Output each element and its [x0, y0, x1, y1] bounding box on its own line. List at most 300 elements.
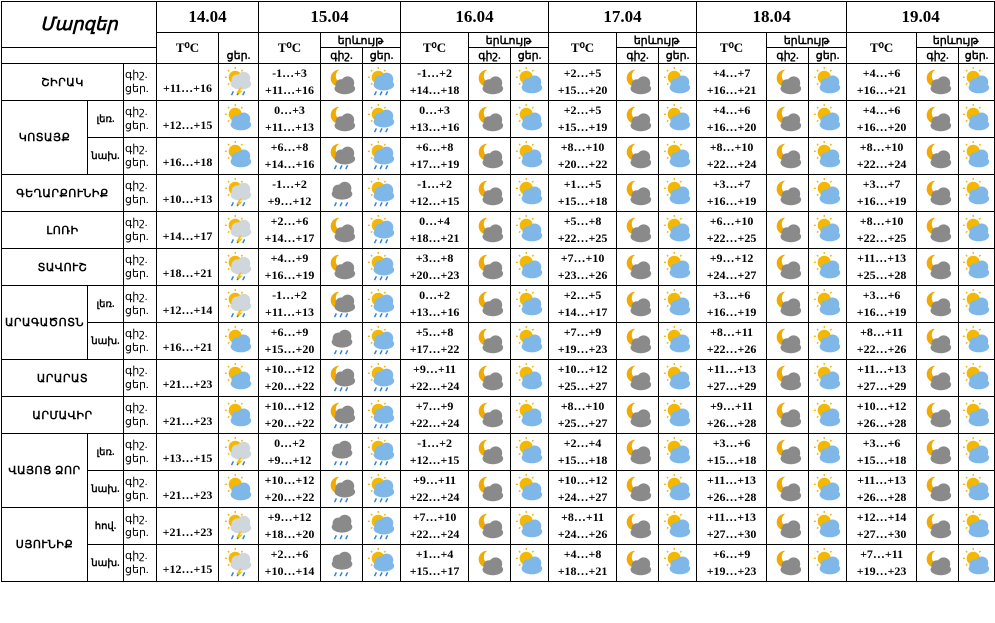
moon-cloud-icon	[623, 400, 653, 430]
day-temp: +16…+19	[856, 194, 907, 208]
table-row	[2, 397, 995, 434]
moon-rain-icon	[327, 141, 357, 171]
temp-range-cell	[401, 508, 469, 545]
night-icon-cell	[469, 64, 511, 101]
moon-cloud-icon	[475, 67, 505, 97]
sun-cloud-icon	[224, 474, 254, 504]
day-temp: +26…+28	[856, 416, 907, 430]
moon-cloud-icon	[923, 104, 953, 134]
night-icon-cell	[917, 471, 959, 508]
sun-cloud-icon	[813, 104, 843, 134]
day-subheader: ցեր.	[511, 48, 549, 64]
night-icon-cell	[767, 101, 809, 138]
day-icon-cell	[809, 212, 847, 249]
night-icon-cell	[321, 545, 363, 582]
sun-cloud-icon	[224, 141, 254, 171]
moon-cloud-icon	[923, 511, 953, 541]
night-temp: -1…+2	[417, 436, 452, 450]
night-icon-cell	[617, 323, 659, 360]
night-temp: +8…+11	[710, 325, 754, 339]
zone-label: նախ.	[88, 545, 124, 582]
weather-icon-cell	[219, 64, 259, 101]
night-temp: +8…+11	[561, 510, 605, 524]
temp-header: T⁰C	[259, 33, 321, 64]
night-icon-cell	[321, 508, 363, 545]
night-icon-cell	[917, 545, 959, 582]
day-temp: +14…+17	[557, 305, 608, 319]
night-temp: +8…+10	[560, 399, 605, 413]
thunderstorm-icon	[224, 215, 254, 245]
temp-range-cell	[259, 64, 321, 101]
day-icon-cell	[659, 249, 697, 286]
temp-range-cell	[259, 212, 321, 249]
day-icon-cell	[363, 249, 401, 286]
forecast-table	[1, 1, 995, 582]
day-icon-cell	[659, 64, 697, 101]
temp-range-cell	[697, 323, 767, 360]
sun-rain-icon	[367, 104, 397, 134]
moon-cloud-icon	[623, 326, 653, 356]
day-icon-cell	[959, 434, 995, 471]
night-icon-cell	[617, 249, 659, 286]
sun-rain-icon	[367, 511, 397, 541]
night-icon-cell	[617, 360, 659, 397]
night-temp: +7…+10	[560, 251, 605, 265]
moon-cloud-icon	[623, 67, 653, 97]
night-day-label: գիշ. ցեր.	[124, 434, 157, 471]
night-temp: +9…+11	[413, 362, 457, 376]
table-row	[2, 101, 995, 138]
night-icon-cell	[767, 175, 809, 212]
sun-cloud-icon	[515, 178, 545, 208]
sun-cloud-icon	[663, 437, 693, 467]
temp-header: T⁰C	[549, 33, 617, 64]
day-icon-cell	[511, 212, 549, 249]
night-temp: +4…+9	[270, 251, 309, 265]
temp-header: T⁰C	[697, 33, 767, 64]
temp-range-cell	[401, 360, 469, 397]
night-temp: +10…+12	[264, 399, 315, 413]
night-temp: 0…+3	[274, 103, 305, 117]
weather-icon-cell	[219, 175, 259, 212]
phenomenon-header: երևույթ	[617, 33, 697, 48]
night-icon-cell	[917, 508, 959, 545]
night-icon-cell	[617, 508, 659, 545]
moon-cloud-icon	[773, 474, 803, 504]
day-temp: +16…+19	[264, 268, 315, 282]
sun-cloud-icon	[663, 400, 693, 430]
temp-range-cell	[697, 138, 767, 175]
sun-cloud-icon	[515, 437, 545, 467]
blank-cell	[2, 48, 157, 64]
night-temp: +1…+4	[415, 547, 454, 561]
day-icon-cell	[809, 138, 847, 175]
night-temp: +9…+12	[267, 510, 312, 524]
day-temp: +10…+14	[264, 564, 315, 578]
day-icon-cell	[511, 323, 549, 360]
night-icon-cell	[469, 508, 511, 545]
night-temp: +8…+10	[709, 140, 754, 154]
sun-cloud-icon	[515, 400, 545, 430]
temp-range-cell	[847, 64, 917, 101]
date-header: 15.04	[259, 2, 401, 33]
day-icon-cell	[809, 471, 847, 508]
moon-cloud-icon	[923, 437, 953, 467]
table-row	[2, 64, 995, 101]
day-temp: +22…+24	[409, 416, 460, 430]
moon-cloud-icon	[475, 215, 505, 245]
moon-cloud-icon	[623, 511, 653, 541]
zone-label: լեռ.	[88, 434, 124, 471]
day-temp: +12…+15	[409, 453, 460, 467]
day-temp: +16…+21	[157, 323, 219, 360]
day-icon-cell	[959, 545, 995, 582]
moon-rain-icon	[327, 400, 357, 430]
sun-cloud-icon	[224, 363, 254, 393]
day-temp: +18…+21	[409, 231, 460, 245]
night-temp: +10…+12	[557, 362, 608, 376]
moon-cloud-icon	[623, 215, 653, 245]
moon-cloud-icon	[475, 252, 505, 282]
day-icon-cell	[809, 175, 847, 212]
temp-range-cell	[549, 138, 617, 175]
night-temp: +8…+10	[859, 214, 904, 228]
night-icon-cell	[469, 286, 511, 323]
temp-range-cell	[549, 101, 617, 138]
night-temp: +7…+9	[415, 399, 454, 413]
sun-rain-icon	[367, 437, 397, 467]
region-name: ԱՐՄԱՎԻՐ	[2, 397, 124, 434]
moon-cloud-icon	[475, 474, 505, 504]
night-icon-cell	[469, 175, 511, 212]
night-icon-cell	[321, 249, 363, 286]
night-icon-cell	[321, 360, 363, 397]
day-icon-cell	[363, 64, 401, 101]
night-temp: -1…+2	[417, 177, 452, 191]
night-temp: +11…+13	[857, 473, 907, 487]
night-icon-cell	[767, 360, 809, 397]
day-temp: +16…+18	[157, 138, 219, 175]
weather-icon-cell	[219, 212, 259, 249]
day-icon-cell	[659, 101, 697, 138]
moon-cloud-icon	[923, 289, 953, 319]
day-icon-cell	[363, 508, 401, 545]
temp-range-cell	[549, 545, 617, 582]
sun-cloud-icon	[813, 474, 843, 504]
night-icon-cell	[917, 101, 959, 138]
night-temp: +4…+6	[862, 66, 901, 80]
night-icon-cell	[617, 138, 659, 175]
sun-cloud-icon	[962, 437, 992, 467]
night-temp: +7…+11	[860, 547, 904, 561]
temp-range-cell	[697, 471, 767, 508]
day-temp: +15…+20	[264, 342, 315, 356]
night-icon-cell	[321, 471, 363, 508]
moon-cloud-icon	[773, 289, 803, 319]
night-temp: 0…+3	[419, 103, 450, 117]
day-icon-cell	[363, 545, 401, 582]
night-icon-cell	[767, 64, 809, 101]
day-icon-cell	[809, 545, 847, 582]
temp-range-cell	[401, 286, 469, 323]
day-temp: +22…+25	[706, 231, 757, 245]
phenomenon-header: երևույթ	[767, 33, 847, 48]
sun-rain-icon	[367, 326, 397, 356]
night-icon-cell	[469, 249, 511, 286]
sun-cloud-icon	[515, 67, 545, 97]
night-temp: +2…+5	[563, 288, 602, 302]
day-icon-cell	[959, 323, 995, 360]
day-subheader: ցեր.	[959, 48, 995, 64]
day-icon-cell	[659, 138, 697, 175]
day-icon-cell	[659, 286, 697, 323]
sun-cloud-icon	[962, 104, 992, 134]
day-icon-cell	[511, 397, 549, 434]
day-temp: +20…+22	[264, 490, 315, 504]
night-icon-cell	[321, 212, 363, 249]
day-temp: +11…+16	[157, 64, 219, 101]
sun-cloud-icon	[515, 141, 545, 171]
temp-range-cell	[847, 508, 917, 545]
temp-header: T⁰C	[157, 33, 219, 64]
temp-range-cell	[401, 212, 469, 249]
day-icon-cell	[959, 212, 995, 249]
day-temp: +26…+28	[856, 490, 907, 504]
date-header: 19.04	[847, 2, 995, 33]
temp-range-cell	[847, 249, 917, 286]
temp-range-cell	[401, 249, 469, 286]
day-temp: +15…+17	[409, 564, 460, 578]
day-icon-cell	[659, 434, 697, 471]
sun-cloud-icon	[813, 548, 843, 578]
day-temp: +16…+20	[706, 120, 757, 134]
moon-cloud-icon	[773, 178, 803, 208]
day-temp: +24…+26	[557, 527, 608, 541]
temp-range-cell	[847, 434, 917, 471]
day-temp: +27…+29	[856, 379, 907, 393]
sun-rain-icon	[367, 548, 397, 578]
sun-cloud-icon	[515, 215, 545, 245]
region-name: ՇԻՐԱԿ	[2, 64, 124, 101]
night-day-label: գիշ. ցեր.	[124, 508, 157, 545]
moon-cloud-icon	[773, 511, 803, 541]
temp-range-cell	[401, 101, 469, 138]
night-icon-cell	[767, 212, 809, 249]
night-temp: +11…+13	[707, 473, 757, 487]
day-icon-cell	[363, 471, 401, 508]
day-temp: +22…+26	[706, 342, 757, 356]
day-icon-cell	[809, 101, 847, 138]
night-icon-cell	[321, 175, 363, 212]
day-icon-cell	[363, 101, 401, 138]
day-icon-cell	[363, 323, 401, 360]
sun-cloud-icon	[962, 326, 992, 356]
thunderstorm-icon	[224, 511, 254, 541]
day-temp: +13…+16	[409, 120, 460, 134]
temp-range-cell	[549, 508, 617, 545]
sun-cloud-icon	[813, 289, 843, 319]
night-temp: +8…+11	[860, 325, 904, 339]
region-name: ՏԱՎՈՒՇ	[2, 249, 124, 286]
table-row	[2, 249, 995, 286]
night-temp: +2…+6	[270, 547, 309, 561]
rain-cloud-icon	[327, 548, 357, 578]
day-temp: +9…+12	[267, 194, 312, 208]
day-icon-cell	[809, 360, 847, 397]
temp-range-cell	[697, 360, 767, 397]
night-icon-cell	[917, 249, 959, 286]
night-icon-cell	[617, 64, 659, 101]
day-temp: +22…+25	[557, 231, 608, 245]
moon-cloud-icon	[475, 289, 505, 319]
day-icon-cell	[659, 545, 697, 582]
table-row	[2, 138, 995, 175]
night-day-label: գիշ. ցեր.	[124, 101, 157, 138]
sun-cloud-icon	[962, 474, 992, 504]
day-subheader: ցեր.	[809, 48, 847, 64]
night-icon-cell	[321, 397, 363, 434]
day-temp: +21…+23	[157, 360, 219, 397]
temp-range-cell	[847, 101, 917, 138]
temp-range-cell	[401, 175, 469, 212]
moon-cloud-icon	[475, 178, 505, 208]
region-name: ՎԱՅՈՑ ՁՈՐ	[2, 434, 88, 508]
night-temp: +6…+8	[270, 140, 309, 154]
temp-range-cell	[697, 545, 767, 582]
date-header: 18.04	[697, 2, 847, 33]
sun-rain-icon	[367, 178, 397, 208]
day-temp: +16…+21	[706, 83, 757, 97]
sun-cloud-icon	[962, 400, 992, 430]
night-icon-cell	[321, 138, 363, 175]
moon-cloud-icon	[923, 178, 953, 208]
day-icon-cell	[511, 434, 549, 471]
moon-cloud-icon	[623, 363, 653, 393]
zone-label: նախ.	[88, 138, 124, 175]
night-day-label: գիշ. ցեր.	[124, 138, 157, 175]
day-temp: +12…+15	[157, 545, 219, 582]
night-temp: +7…+10	[412, 510, 457, 524]
night-temp: +3…+6	[862, 436, 901, 450]
weather-icon-cell	[219, 286, 259, 323]
day-icon-cell	[511, 64, 549, 101]
night-icon-cell	[617, 397, 659, 434]
temp-range-cell	[847, 397, 917, 434]
night-icon-cell	[321, 434, 363, 471]
sun-cloud-icon	[962, 548, 992, 578]
night-icon-cell	[469, 323, 511, 360]
night-subheader: գիշ.	[767, 48, 809, 64]
day-temp: +23…+26	[557, 268, 608, 282]
sun-rain-icon	[367, 363, 397, 393]
night-icon-cell	[469, 138, 511, 175]
night-icon-cell	[617, 545, 659, 582]
temp-range-cell	[697, 101, 767, 138]
moon-cloud-icon	[623, 104, 653, 134]
day-icon-cell	[959, 360, 995, 397]
night-icon-cell	[321, 286, 363, 323]
night-icon-cell	[917, 212, 959, 249]
night-day-label: գիշ. ցեր.	[124, 175, 157, 212]
moon-cloud-icon	[475, 437, 505, 467]
sun-cloud-icon	[515, 252, 545, 282]
night-day-label: գիշ. ցեր.	[124, 249, 157, 286]
day-temp: +27…+30	[856, 527, 907, 541]
day-icon-cell	[959, 101, 995, 138]
day-icon-cell	[959, 64, 995, 101]
weather-icon-cell	[219, 434, 259, 471]
temp-range-cell	[847, 545, 917, 582]
night-temp: +4…+6	[862, 103, 901, 117]
table-row	[2, 471, 995, 508]
sun-cloud-icon	[813, 252, 843, 282]
temp-range-cell	[259, 397, 321, 434]
night-temp: -1…+2	[272, 288, 307, 302]
phen-header-blank	[219, 33, 259, 48]
temp-range-cell	[259, 249, 321, 286]
night-icon-cell	[469, 101, 511, 138]
temp-range-cell	[549, 434, 617, 471]
day-icon-cell	[959, 138, 995, 175]
rain-cloud-icon	[327, 178, 357, 208]
night-temp: +6…+9	[712, 547, 751, 561]
day-temp: +17…+22	[409, 342, 460, 356]
day-temp: +12…+15	[409, 194, 460, 208]
day-icon-cell	[659, 471, 697, 508]
moon-cloud-icon	[623, 474, 653, 504]
day-temp: +27…+29	[706, 379, 757, 393]
sun-cloud-icon	[663, 252, 693, 282]
night-temp: +3…+6	[862, 288, 901, 302]
day-temp: +22…+24	[409, 490, 460, 504]
sun-cloud-icon	[962, 215, 992, 245]
day-temp: +18…+21	[557, 564, 608, 578]
moon-cloud-icon	[623, 548, 653, 578]
night-icon-cell	[767, 286, 809, 323]
day-temp: +17…+19	[409, 157, 460, 171]
day-temp: +22…+24	[409, 379, 460, 393]
night-icon-cell	[917, 397, 959, 434]
night-icon-cell	[617, 175, 659, 212]
temp-range-cell	[259, 434, 321, 471]
moon-rain-icon	[327, 474, 357, 504]
night-temp: -1…+2	[272, 177, 307, 191]
night-temp: +6…+10	[709, 214, 754, 228]
sun-cloud-icon	[663, 141, 693, 171]
night-temp: +8…+10	[859, 140, 904, 154]
moon-rain-icon	[327, 289, 357, 319]
region-name: ԳԵՂԱՐՔՈՒՆԻՔ	[2, 175, 124, 212]
night-icon-cell	[469, 360, 511, 397]
night-subheader: գիշ.	[469, 48, 511, 64]
region-column-header: Մարզեր	[2, 2, 157, 48]
night-subheader: գիշ.	[917, 48, 959, 64]
sun-cloud-icon	[663, 326, 693, 356]
day-temp: +26…+28	[706, 416, 757, 430]
sun-cloud-icon	[663, 548, 693, 578]
day-icon-cell	[511, 175, 549, 212]
sun-cloud-icon	[813, 511, 843, 541]
night-icon-cell	[321, 101, 363, 138]
sun-cloud-icon	[813, 215, 843, 245]
night-temp: +4…+6	[712, 103, 751, 117]
day-icon-cell	[809, 286, 847, 323]
temp-range-cell	[697, 434, 767, 471]
region-name: ՍՅՈՒՆԻՔ	[2, 508, 88, 582]
night-icon-cell	[917, 286, 959, 323]
day-icon-cell	[363, 286, 401, 323]
night-temp: +11…+13	[707, 510, 757, 524]
